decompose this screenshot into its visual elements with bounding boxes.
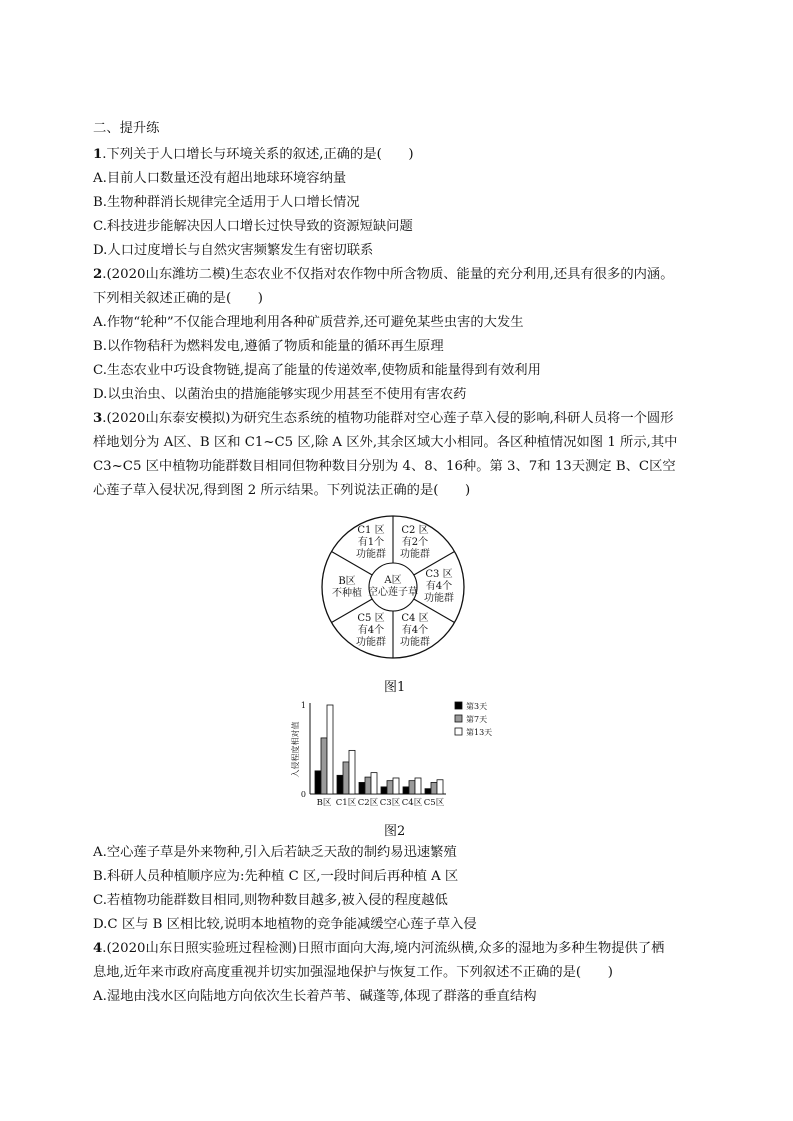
q3-option-c: C.若植物功能群数目相同,则物种数目越多,被入侵的程度越低 xyxy=(93,893,448,908)
sector-c3-line-2: 有4个 xyxy=(425,581,453,592)
y-tick-label: 1 xyxy=(300,701,306,710)
q2-option-b: B.以作物秸秆为燃料发电,遵循了物质和能量的循环再生原理 xyxy=(93,339,444,354)
bar xyxy=(343,762,349,794)
question-text: .(2020山东潍坊二模)生态农业不仅指对农作物中所含物质、能量的充分利用,还具有很多的内涵。 xyxy=(102,267,674,282)
question-3-stem-line-2: 样地划分为 A区、B 区和 C1~C5 区,除 A 区外,其余区域大小相同。各区种植情况如图 1 所示,其中 xyxy=(93,435,678,450)
sector-c5-line-1: C5 区 xyxy=(357,613,385,624)
bar xyxy=(387,781,393,794)
bar xyxy=(365,777,371,794)
bar xyxy=(321,738,327,794)
x-tick-label: C2区 xyxy=(357,798,379,808)
x-tick-label: B区 xyxy=(316,798,332,808)
legend-label: 第13天 xyxy=(466,728,493,737)
question-1-stem xyxy=(93,147,414,163)
sector-c1-line-2: 有1个 xyxy=(357,537,385,548)
legend-swatch xyxy=(455,728,462,735)
question-3-stem-line-4: 心莲子草入侵状况,得到图 2 所示结果。下列说法正确的是( ) xyxy=(93,483,471,498)
question-3-stem xyxy=(93,411,674,427)
question-text: .(2020山东泰安模拟)为研究生态系统的植物功能群对空心莲子草入侵的影响,科研人员将一个圆形 xyxy=(102,411,674,426)
bar xyxy=(403,787,409,794)
question-text: .下列关于人口增长与环境关系的叙述,正确的是( ) xyxy=(102,147,414,162)
sector-c3-line-1: C3 区 xyxy=(425,569,453,580)
figure-1-caption: 图1 xyxy=(384,680,406,695)
question-number: 3 xyxy=(93,411,103,426)
question-number: 2 xyxy=(93,267,103,282)
bar xyxy=(359,782,365,794)
sector-c2-line-3: 功能群 xyxy=(400,549,430,560)
sector-c3-line-3: 功能群 xyxy=(424,593,454,604)
section-title: 二、提升练 xyxy=(93,121,160,136)
q2-option-a: A.作物“轮种”不仅能合理地利用各种矿质营养,还可避免某些虫害的大发生 xyxy=(93,315,524,330)
legend-swatch xyxy=(455,715,462,722)
q2-option-c: C.生态农业中巧设食物链,提高了能量的传递效率,使物质和能量得到有效利用 xyxy=(93,363,541,378)
legend-swatch xyxy=(455,702,462,709)
bar xyxy=(393,778,399,794)
figure-1-plot-diagram xyxy=(318,512,468,662)
sector-c2-line-2: 有2个 xyxy=(401,537,429,548)
q1-option-c: C.科技进步能解决因人口增长过快导致的资源短缺问题 xyxy=(93,219,413,234)
legend-label: 第7天 xyxy=(466,715,488,724)
q2-option-d: D.以虫治虫、以菌治虫的措施能够实现少用甚至不使用有害农药 xyxy=(93,387,467,402)
sector-b-line-2: 不种植 xyxy=(332,588,362,599)
bar xyxy=(371,773,377,794)
legend-label: 第3天 xyxy=(466,702,488,711)
sector-c1-line-1: C1 区 xyxy=(357,525,385,536)
bar xyxy=(425,789,431,794)
bar xyxy=(315,771,321,794)
figure-2-caption: 图2 xyxy=(384,824,406,839)
y-tick-label: 0 xyxy=(300,790,306,799)
question-text: .(2020山东日照实验班过程检测)日照市面向大海,境内河流纵横,众多的湿地为多种生物提供了栖 xyxy=(102,941,665,956)
figure-2-bar-chart xyxy=(280,698,530,816)
bar xyxy=(349,750,355,794)
bar xyxy=(409,781,415,794)
x-tick-label: C1区 xyxy=(335,798,357,808)
sector-c5-line-2: 有4个 xyxy=(357,625,385,636)
sector-c4-line-2: 有4个 xyxy=(401,625,429,636)
bar xyxy=(431,782,437,794)
x-tick-label: C3区 xyxy=(379,798,401,808)
q4-option-a: A.湿地由浅水区向陆地方向依次生长着芦苇、碱蓬等,体现了群落的垂直结构 xyxy=(93,989,537,1004)
q3-option-b: B.科研人员种植顺序应为:先种植 C 区,一段时间后再种植 A 区 xyxy=(93,869,459,884)
bar xyxy=(337,775,343,794)
q1-option-d: D.人口过度增长与自然灾害频繁发生有密切联系 xyxy=(93,243,374,258)
bar xyxy=(381,787,387,794)
question-number: 4 xyxy=(93,941,103,956)
center-label-line-1: A区 xyxy=(384,575,402,586)
sector-c4-line-1: C4 区 xyxy=(401,613,429,624)
question-4-stem xyxy=(93,941,664,957)
sector-c2-line-1: C2 区 xyxy=(401,525,429,536)
sector-c5-line-3: 功能群 xyxy=(356,637,386,648)
question-4-stem-line-2: 息地,近年来市政府高度重视并切实加强湿地保护与恢复工作。下列叙述不正确的是( ) xyxy=(93,965,613,980)
question-2-stem-line-2: 下列相关叙述正确的是( ) xyxy=(93,291,263,306)
question-3-stem-line-3: C3~C5 区中植物功能群数目相同但物种数目分别为 4、8、16种。第 3、7和 13天测定 B、C区空 xyxy=(93,459,676,474)
x-tick-label: C5区 xyxy=(423,798,445,808)
sector-c1-line-3: 功能群 xyxy=(356,549,386,560)
chart-legend xyxy=(455,701,492,737)
sector-c4-line-3: 功能群 xyxy=(400,637,430,648)
x-tick-label: C4区 xyxy=(401,798,423,808)
sector-b-line-1: B区 xyxy=(338,576,356,587)
y-axis-label: 入侵程度相对值 xyxy=(291,721,300,778)
bar xyxy=(437,780,443,794)
question-number: 1 xyxy=(93,147,103,162)
q3-option-a: A.空心莲子草是外来物种,引入后若缺乏天敌的制约易迅速繁殖 xyxy=(93,845,457,860)
q3-option-d: D.C 区与 B 区相比较,说明本地植物的竞争能减缓空心莲子草入侵 xyxy=(93,917,477,932)
bar xyxy=(415,778,421,794)
chart-bars xyxy=(315,705,443,794)
q1-option-b: B.生物种群消长规律完全适用于人口增长情况 xyxy=(93,195,360,210)
center-label-line-2: 空心莲子草 xyxy=(368,587,418,598)
q1-option-a: A.目前人口数量还没有超出地球环境容纳量 xyxy=(93,171,347,186)
bar xyxy=(327,705,333,794)
question-2-stem xyxy=(93,267,674,283)
